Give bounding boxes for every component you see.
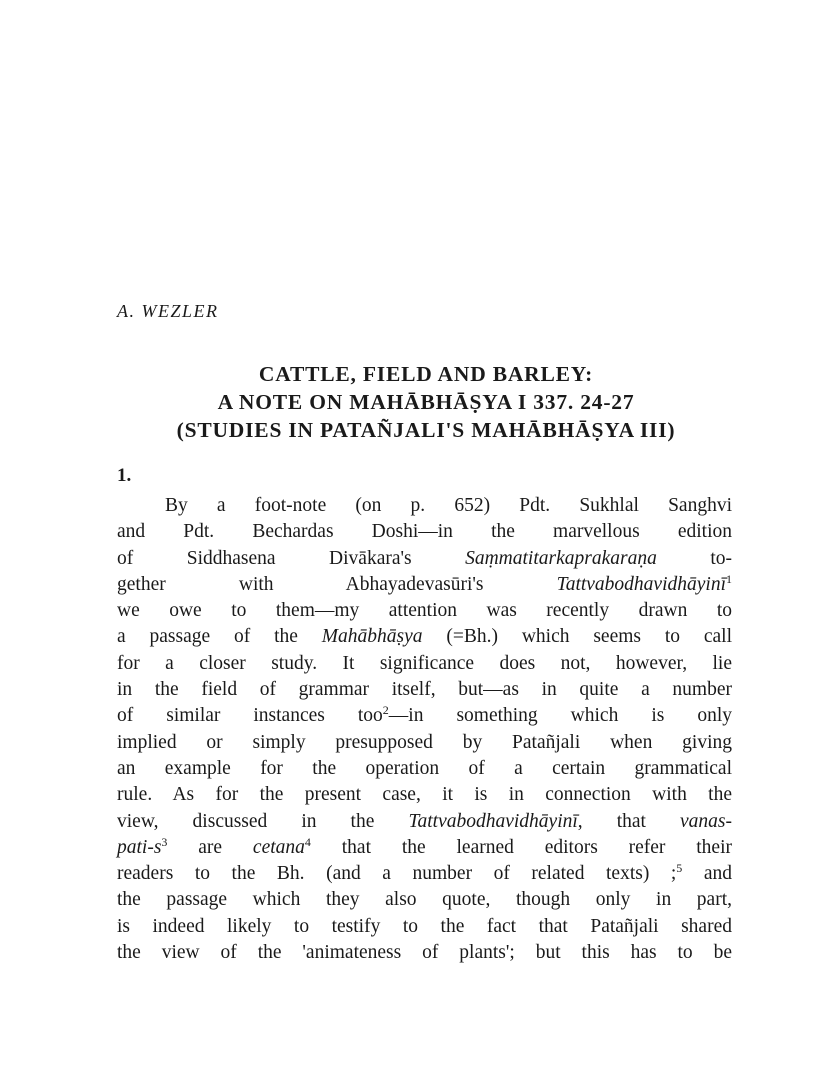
- text-line: view, discussed in the Tattvabodhavidhāyinī, that vanas-: [117, 810, 733, 832]
- text-line: gether with Abhayadevasūri's Tattvabodhavidhāyinī$^1$: [117, 571, 732, 595]
- text-line: for a closer study. It significance does not, however, lie: [117, 652, 732, 674]
- section-number: 1.: [117, 465, 132, 486]
- work-title: Mahābhāṣya: [321, 626, 423, 648]
- author-name: A. WEZLER: [117, 301, 219, 321]
- text-line: the view of the 'animateness of plants'; but this has to be: [117, 942, 732, 964]
- text-line: we owe to them—my attention was recently drawn to: [117, 600, 732, 622]
- text-line: implied or simply presupposed by Patañjali when giving: [117, 731, 732, 753]
- title-line-2: A NOTE ON MAHĀBHĀṢYA I 337. 24-27: [217, 390, 635, 414]
- text-line: rule. As for the present case, it is in connection with the: [117, 784, 732, 806]
- text-line: of similar instances too$^2$—in something which is only: [117, 703, 732, 727]
- text-line: of Siddhasena Divākara's Saṃmatitarkaprakaraṇa to-: [117, 547, 732, 569]
- sanskrit-term: pati-s: [117, 836, 162, 858]
- footnote-marker: 3: [161, 834, 168, 849]
- title-line-1: CATTLE, FIELD AND BARLEY:: [258, 362, 594, 386]
- work-title: Saṃmatitarkaprakaraṇa: [465, 547, 657, 569]
- text-line: pati-$s^3$ are cetana$^4$ that the learned editors refer their: [117, 834, 732, 858]
- text-line: and Pdt. Bechardas Doshi—in the marvellous edition: [117, 521, 732, 543]
- footnote-marker: 4: [304, 834, 311, 849]
- footnote-marker: 5: [676, 861, 683, 876]
- work-title: Tattvabodhavidhāyinī: [556, 573, 726, 595]
- text-line: a passage of the Mahābhāṣya (=Bh.) which seems to call: [117, 626, 732, 648]
- sanskrit-term: vanas-: [680, 810, 733, 832]
- footnote-marker: 1: [726, 571, 732, 586]
- text-line: in the field of grammar itself, but—as in quite a number: [117, 679, 732, 701]
- work-title: Tattvabodhavidhāyinī: [408, 810, 578, 832]
- text-line: an example for the operation of a certain grammatical: [117, 757, 732, 779]
- text-line: is indeed likely to testify to the fact that Patañjali shared: [117, 915, 732, 937]
- sanskrit-term: cetana: [252, 836, 305, 858]
- text-line: the passage which they also quote, though only in part,: [117, 889, 732, 911]
- title-line-3: (STUDIES IN PATAÑJALI'S MAHĀBHĀṢYA III): [176, 418, 676, 442]
- article-title: [100, 360, 752, 444]
- footnote-marker: 2: [382, 703, 389, 718]
- text-line: readers to the Bh. (and a number of related texts) ;$^5$ and: [117, 861, 733, 885]
- body-paragraph: [117, 493, 732, 966]
- text-line: By a foot-note (on p. 652) Pdt. Sukhlal Sanghvi: [165, 495, 732, 516]
